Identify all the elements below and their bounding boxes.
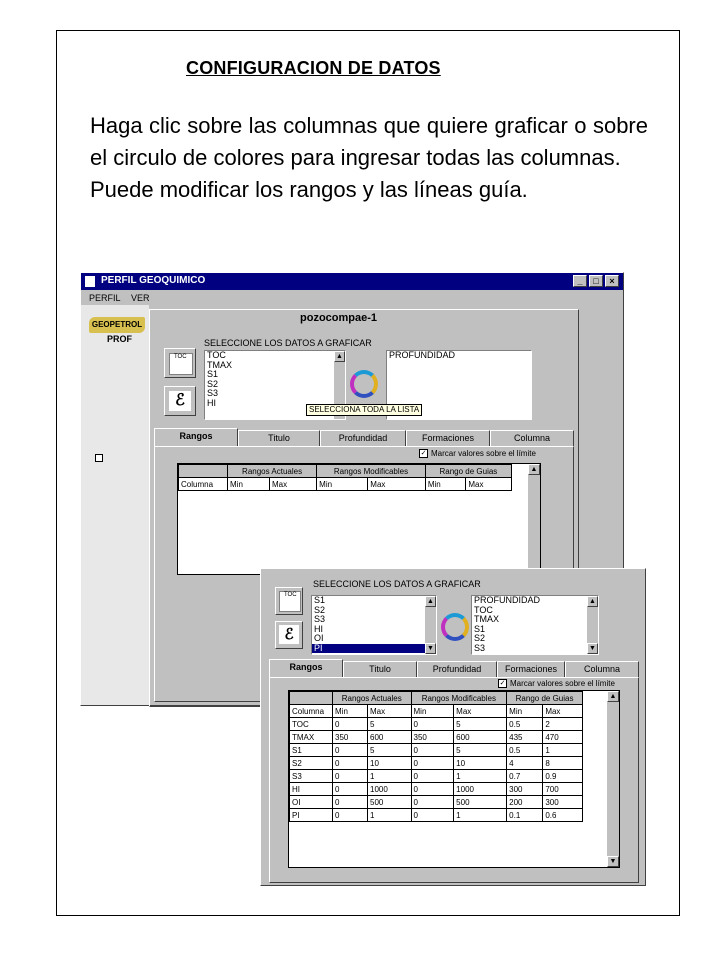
header-min: Min (228, 478, 270, 491)
tab-columna[interactable]: Columna (490, 430, 574, 446)
table-cell[interactable]: 0.1 (507, 809, 543, 822)
table-cell[interactable]: OI (290, 796, 333, 809)
table-cell[interactable]: 350 (411, 731, 454, 744)
limit-checkbox[interactable] (498, 679, 615, 688)
list-item[interactable]: S3 (474, 642, 486, 653)
available-columns-list[interactable] (311, 595, 437, 655)
ranges-grid[interactable] (288, 690, 620, 868)
table-cell[interactable]: 0 (333, 809, 368, 822)
table-cell[interactable]: 0.7 (507, 770, 543, 783)
table-cell[interactable]: 300 (543, 796, 583, 809)
group-header-row (179, 465, 512, 478)
selected-columns-list[interactable] (471, 595, 599, 655)
menu-bar (89, 293, 150, 303)
table-cell[interactable]: TOC (290, 718, 333, 731)
table-cell[interactable]: S3 (290, 770, 333, 783)
list-item[interactable]: S3 (314, 614, 326, 624)
list-item-selected[interactable]: PI (312, 644, 425, 654)
menu-perfil[interactable]: PERFIL (89, 293, 121, 303)
table-cell[interactable]: 600 (368, 731, 411, 744)
tab-profundidad[interactable]: Profundidad (417, 661, 497, 677)
list-item[interactable]: TMAX (207, 359, 233, 370)
close-button[interactable]: × (605, 275, 619, 287)
table-row[interactable] (290, 757, 583, 770)
instructions (90, 110, 648, 206)
scroll-up-button[interactable]: ▲ (587, 596, 598, 607)
list-item[interactable]: HI (314, 623, 323, 634)
table-cell[interactable]: 600 (454, 731, 507, 744)
list-item[interactable]: S1 (314, 595, 326, 605)
list-item[interactable]: S2 (207, 378, 219, 389)
header-columna: Columna (290, 705, 333, 718)
table-row[interactable] (290, 809, 583, 822)
grid-scrollbar[interactable] (528, 464, 540, 574)
color-circle-button[interactable] (441, 613, 469, 641)
tab-titulo[interactable]: Titulo (238, 430, 320, 446)
table-cell[interactable]: 0 (411, 744, 454, 757)
small-checkbox-icon[interactable] (95, 454, 103, 462)
table-cell[interactable]: 0 (411, 809, 454, 822)
table-row[interactable] (290, 718, 583, 731)
list-scrollbar[interactable] (425, 596, 436, 654)
instruction-paragraph-2: Puede modificar los rangos y las líneas guía. (90, 177, 528, 202)
table-cell[interactable]: 0 (333, 783, 368, 796)
table-cell[interactable]: 0.5 (507, 744, 543, 757)
table-cell[interactable]: 700 (543, 783, 583, 796)
table-cell[interactable]: 0.6 (543, 809, 583, 822)
header-rangos-modificables: Rangos Modificables (317, 465, 426, 478)
table-row[interactable] (290, 783, 583, 796)
table-cell[interactable]: 0 (411, 770, 454, 783)
table-cell[interactable]: S2 (290, 757, 333, 770)
grid-scrollbar[interactable] (607, 691, 619, 867)
toc-list-button[interactable] (275, 587, 303, 615)
table-cell[interactable]: 0 (333, 718, 368, 731)
tab-columna[interactable]: Columna (565, 661, 639, 677)
table-cell[interactable]: 0 (333, 796, 368, 809)
header-min: Min (425, 478, 466, 491)
checkbox-label: Marcar valores sobre el límite (431, 449, 536, 458)
table-cell[interactable]: 1000 (368, 783, 411, 796)
table-cell[interactable]: 2 (543, 718, 583, 731)
maximize-button[interactable]: □ (589, 275, 603, 287)
header-columna: Columna (179, 478, 228, 491)
list-item[interactable]: PROFUNDIDAD (474, 595, 541, 605)
table-cell[interactable]: 300 (507, 783, 543, 796)
graph-button[interactable] (164, 386, 196, 416)
header-rangos-modificables: Rangos Modificables (411, 692, 507, 705)
header-max: Max (454, 705, 507, 718)
window-title: PERFIL GEOQUIMICO (101, 275, 206, 286)
tab-titulo[interactable]: Titulo (343, 661, 417, 677)
table-cell[interactable]: 1 (543, 744, 583, 757)
table-cell[interactable]: 200 (507, 796, 543, 809)
list-item[interactable]: S3 (207, 388, 219, 398)
group-header-row (290, 692, 583, 705)
tab-formaciones[interactable]: Formaciones (497, 661, 565, 677)
table-cell[interactable]: 1 (368, 809, 411, 822)
scroll-up-button[interactable]: ▲ (528, 464, 540, 475)
list-item[interactable]: TMAX (474, 614, 500, 624)
table-cell[interactable]: 5 (368, 744, 411, 757)
table-cell[interactable]: 435 (507, 731, 543, 744)
table-cell[interactable]: 500 (368, 796, 411, 809)
ranges-grid[interactable] (177, 463, 541, 575)
tab-panel (269, 677, 639, 883)
table-cell[interactable]: S1 (290, 744, 333, 757)
table-cell[interactable]: 500 (454, 796, 507, 809)
table-row[interactable] (290, 796, 583, 809)
table-row[interactable] (290, 731, 583, 744)
table-row[interactable] (290, 744, 583, 757)
table-cell[interactable]: 1 (368, 770, 411, 783)
table-cell[interactable]: 5 (368, 718, 411, 731)
table-row[interactable] (290, 770, 583, 783)
list-item[interactable]: S2 (474, 633, 486, 643)
header-max: Max (368, 705, 411, 718)
ranges-table (289, 691, 583, 822)
list-item[interactable]: S1 (474, 623, 486, 634)
sub-header-row (179, 478, 512, 491)
table-cell[interactable]: PI (290, 809, 333, 822)
table-cell[interactable]: 0 (333, 770, 368, 783)
limit-checkbox[interactable] (419, 449, 536, 458)
well-name: pozocompae-1 (300, 312, 378, 324)
header-rangos-actuales: Rangos Actuales (333, 692, 412, 705)
table-cell[interactable]: 0 (333, 757, 368, 770)
table-cell[interactable]: TMAX (290, 731, 333, 744)
toc-icon: TOC (169, 353, 193, 375)
list-item[interactable]: HI (207, 397, 216, 408)
header-min: Min (411, 705, 454, 718)
table-cell[interactable]: 5 (454, 718, 507, 731)
instruction-paragraph-1: Haga clic sobre las columnas que quiere graficar o sobre el circulo de colores para ingresar todas las columnas. (90, 113, 648, 170)
tab-profundidad[interactable]: Profundidad (320, 430, 406, 446)
list-scrollbar[interactable] (587, 596, 598, 654)
table-cell[interactable]: 0 (411, 718, 454, 731)
header-rangos-actuales: Rangos Actuales (228, 465, 317, 478)
checkbox-label: Marcar valores sobre el límite (510, 679, 615, 688)
graph-icon: ℰ (279, 625, 299, 644)
header-min: Min (333, 705, 368, 718)
table-cell[interactable]: 1 (454, 809, 507, 822)
tab-rangos[interactable]: Rangos (154, 428, 238, 446)
header-min: Min (317, 478, 368, 491)
minimize-button[interactable]: _ (573, 275, 587, 287)
list-item[interactable]: OI (314, 633, 324, 643)
scroll-up-button[interactable]: ▲ (425, 596, 436, 607)
color-circle-button[interactable] (350, 370, 378, 398)
header-max: Max (543, 705, 583, 718)
table-cell[interactable]: 470 (543, 731, 583, 744)
table-cell[interactable]: 0 (411, 757, 454, 770)
table-cell[interactable]: 8 (543, 757, 583, 770)
ranges-table (178, 464, 512, 491)
table-cell[interactable]: 4 (507, 757, 543, 770)
graph-icon: ℰ (169, 391, 191, 411)
app-icon (85, 276, 95, 287)
scroll-down-button[interactable]: ▼ (607, 856, 619, 867)
graph-button[interactable] (275, 621, 303, 649)
table-cell[interactable]: 5 (454, 744, 507, 757)
toc-icon: TOC (279, 591, 301, 612)
list-item[interactable]: TOC (207, 350, 226, 360)
table-cell[interactable]: 0 (411, 796, 454, 809)
left-panel (81, 305, 149, 705)
header-max: Max (368, 478, 426, 491)
scroll-down-button[interactable]: ▼ (587, 643, 598, 654)
table-cell[interactable]: 0.9 (543, 770, 583, 783)
scroll-up-button[interactable]: ▲ (334, 351, 345, 362)
checkbox-box[interactable]: ✓ (499, 680, 506, 688)
header-rango-guias: Rango de Guias (507, 692, 583, 705)
select-data-label: SELECCIONE LOS DATOS A GRAFICAR (313, 579, 481, 589)
tab-formaciones[interactable]: Formaciones (406, 430, 490, 446)
table-cell[interactable]: 10 (454, 757, 507, 770)
menu-ver[interactable]: VER (131, 293, 150, 303)
table-cell[interactable]: 1 (454, 770, 507, 783)
overlay-window (260, 568, 646, 886)
checkbox-box[interactable]: ✓ (420, 450, 427, 458)
table-cell[interactable]: HI (290, 783, 333, 796)
table-cell[interactable]: 0 (333, 744, 368, 757)
table-cell[interactable]: 1000 (454, 783, 507, 796)
table-cell[interactable]: 10 (368, 757, 411, 770)
table-cell[interactable]: 350 (333, 731, 368, 744)
company-logo: GEOPETROL (89, 317, 145, 333)
header-rango-guias: Rango de Guias (425, 465, 511, 478)
header-min: Min (507, 705, 543, 718)
scroll-down-button[interactable]: ▼ (425, 643, 436, 654)
toc-list-button[interactable] (164, 348, 196, 378)
list-item[interactable]: S2 (314, 604, 326, 615)
logo-subtitle: PROF (107, 334, 133, 344)
tab-rangos[interactable]: Rangos (269, 659, 343, 677)
table-cell[interactable]: 0 (411, 783, 454, 796)
header-max: Max (466, 478, 512, 491)
tooltip: SELECCIONA TODA LA LISTA (306, 404, 422, 416)
table-cell[interactable]: 0.5 (507, 718, 543, 731)
list-item[interactable]: PROFUNDIDAD (389, 350, 456, 360)
title-bar (81, 273, 623, 290)
scroll-up-button[interactable]: ▲ (607, 691, 619, 702)
page-heading: CONFIGURACION DE DATOS (186, 58, 441, 78)
header-max: Max (269, 478, 316, 491)
sub-header-row (290, 705, 583, 718)
select-data-label: SELECCIONE LOS DATOS A GRAFICAR (204, 338, 372, 348)
list-item[interactable]: S1 (207, 369, 219, 379)
list-item[interactable]: TOC (474, 604, 493, 615)
